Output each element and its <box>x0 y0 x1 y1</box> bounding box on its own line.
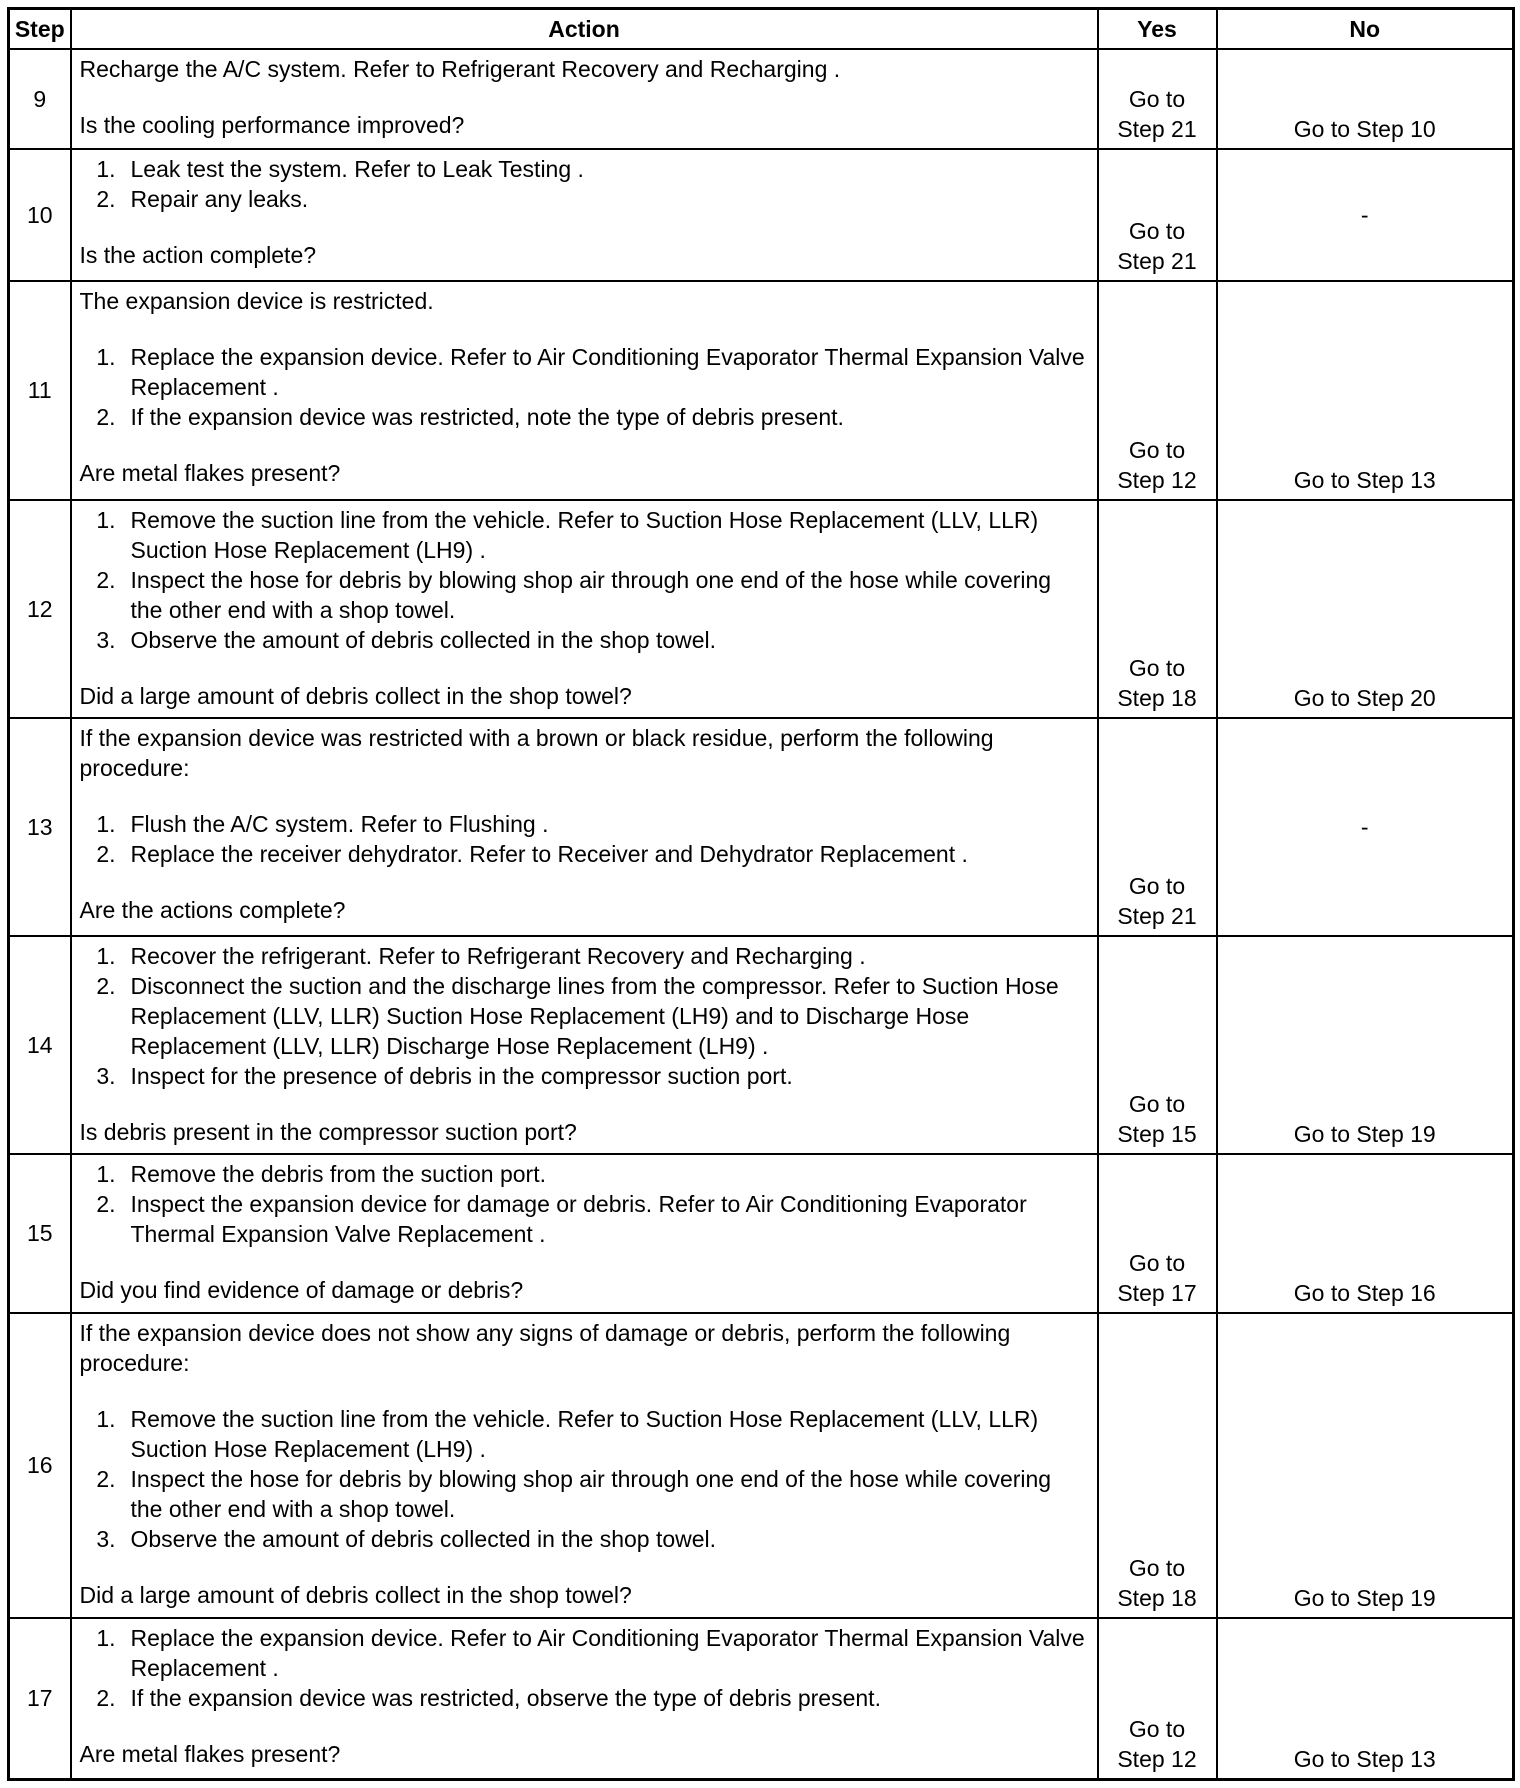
action-step-number: 3. <box>96 1062 116 1089</box>
table-row <box>9 49 1514 149</box>
action-steps-list <box>80 1623 1087 1713</box>
yes-cell <box>1098 49 1217 149</box>
action-cell <box>71 281 1098 499</box>
spacer <box>80 316 1087 342</box>
spacer <box>80 84 1087 110</box>
action-step-number: 1. <box>96 344 116 371</box>
action-step-text: Observe the amount of debris collected in the shop towel. <box>130 1525 717 1552</box>
yes-destination: Go to <box>1128 1249 1186 1276</box>
step-number: 11 <box>9 281 71 499</box>
yes-destination: Go to <box>1128 872 1186 899</box>
step-number: 16 <box>9 1313 71 1618</box>
action-step-text: Remove the suction line from the vehicle. Refer to Suction Hose Replacement (LLV, LLR) Suction Hose Replacement (LH9) . <box>130 506 1039 563</box>
action-step-text: Recover the refrigerant. Refer to Refrigerant Recovery and Recharging . <box>130 942 866 969</box>
yes-cell <box>1098 149 1217 281</box>
action-cell <box>71 1618 1098 1780</box>
yes-cell <box>1098 281 1217 499</box>
yes-destination: Step 18 <box>1117 684 1197 711</box>
action-intro: If the expansion device does not show any signs of damage or debris, perform the following procedure: <box>79 1319 1011 1376</box>
action-step-number: 2. <box>96 1684 116 1711</box>
yes-destination: Go to <box>1128 436 1186 463</box>
action-step-number: 3. <box>96 1525 116 1552</box>
yes-destination: Go to <box>1128 1716 1186 1742</box>
action-step-number: 1. <box>96 1405 116 1432</box>
yes-destination: Step 21 <box>1117 116 1197 142</box>
action-step-text: Replace the expansion device. Refer to Air Conditioning Evaporator Thermal Expansion Valve Replacement . <box>130 344 1085 401</box>
action-step-text: Remove the debris from the suction port. <box>130 1161 546 1188</box>
action-step <box>80 1061 1087 1091</box>
no-destination: Go to Step 19 <box>1217 936 1514 1154</box>
action-step <box>80 1159 1087 1189</box>
action-step-number: 2. <box>96 186 116 212</box>
action-cell <box>71 49 1098 149</box>
action-step <box>80 154 1087 184</box>
no-destination: Go to Step 10 <box>1217 49 1514 149</box>
no-destination: Go to Step 16 <box>1217 1154 1514 1313</box>
yes-destination: Go to <box>1128 654 1186 681</box>
step-number: 12 <box>9 500 71 718</box>
action-step <box>80 184 1087 214</box>
action-steps-list <box>80 941 1087 1091</box>
action-step-text: If the expansion device was restricted, observe the type of debris present. <box>130 1684 881 1711</box>
action-step-number: 1. <box>96 810 116 837</box>
step-number: 15 <box>9 1154 71 1313</box>
yes-destination: Go to <box>1128 1554 1186 1581</box>
step-number: 9 <box>9 49 71 149</box>
action-step-number: 1. <box>96 506 116 533</box>
yes-cell <box>1098 718 1217 936</box>
action-step <box>80 342 1087 402</box>
action-step <box>80 809 1087 839</box>
step-number: 13 <box>9 718 71 936</box>
table-row <box>9 149 1514 281</box>
action-step <box>80 971 1087 1061</box>
diagnostic-table <box>7 7 1515 1781</box>
action-step <box>80 839 1087 869</box>
action-step-text: Inspect the expansion device for damage or debris. Refer to Air Conditioning Evaporator Thermal Expansion Valve Replacement . <box>130 1191 1027 1248</box>
table-row <box>9 936 1514 1154</box>
yes-cell <box>1098 500 1217 718</box>
spacer <box>80 1249 1087 1275</box>
header-row <box>9 9 1514 50</box>
action-cell <box>71 936 1098 1154</box>
action-step-number: 2. <box>96 404 116 431</box>
yes-destination: Step 21 <box>1117 902 1197 929</box>
header-step: Step <box>9 9 71 50</box>
action-cell <box>71 500 1098 718</box>
action-cell <box>71 1154 1098 1313</box>
action-step-text: Remove the suction line from the vehicle. Refer to Suction Hose Replacement (LLV, LLR) Suction Hose Replacement (LH9) . <box>130 1405 1039 1462</box>
yes-destination: Step 12 <box>1117 466 1197 493</box>
action-steps-list <box>80 505 1087 655</box>
action-step-number: 2. <box>96 972 116 999</box>
action-intro: Recharge the A/C system. Refer to Refrigerant Recovery and Recharging . <box>79 56 841 82</box>
no-destination: Go to Step 19 <box>1217 1313 1514 1618</box>
action-step-text: Inspect for the presence of debris in the compressor suction port. <box>130 1062 793 1089</box>
action-question: Is the action complete? <box>79 242 317 268</box>
action-step <box>80 1623 1087 1683</box>
spacer <box>80 1713 1087 1739</box>
action-steps-list <box>80 154 1087 214</box>
action-intro: If the expansion device was restricted with a brown or black residue, perform the following procedure: <box>79 724 994 781</box>
spacer <box>80 1378 1087 1404</box>
header-no: No <box>1217 9 1514 50</box>
action-cell <box>71 1313 1098 1618</box>
action-step-text: Leak test the system. Refer to Leak Testing . <box>130 156 584 182</box>
step-number: 14 <box>9 936 71 1154</box>
action-intro: The expansion device is restricted. <box>79 288 434 315</box>
action-step-text: Replace the expansion device. Refer to Air Conditioning Evaporator Thermal Expansion Valve Replacement . <box>130 1624 1085 1681</box>
yes-destination: Step 18 <box>1117 1584 1197 1611</box>
action-step-text: If the expansion device was restricted, note the type of debris present. <box>130 404 844 431</box>
action-step <box>80 1189 1087 1249</box>
action-step-text: Inspect the hose for debris by blowing shop air through one end of the hose while covering the other end with a shop towel. <box>130 566 1052 623</box>
action-step <box>80 941 1087 971</box>
action-step-number: 1. <box>96 942 116 969</box>
action-step-number: 2. <box>96 1465 116 1492</box>
spacer <box>80 1554 1087 1580</box>
yes-destination: Step 17 <box>1117 1279 1197 1306</box>
spacer <box>80 869 1087 895</box>
action-question: Are the actions complete? <box>79 896 346 923</box>
action-steps-list <box>80 809 1087 869</box>
yes-destination: Go to <box>1128 218 1186 245</box>
yes-cell <box>1098 1618 1217 1780</box>
action-step-number: 1. <box>96 156 116 182</box>
action-step-number: 2. <box>96 566 116 593</box>
action-step-number: 1. <box>96 1624 116 1651</box>
table-row <box>9 1618 1514 1780</box>
no-destination: Go to Step 13 <box>1217 1618 1514 1780</box>
action-step <box>80 1464 1087 1524</box>
spacer <box>80 214 1087 240</box>
action-steps-list <box>80 342 1087 432</box>
action-step <box>80 1524 1087 1554</box>
action-question: Did a large amount of debris collect in the shop towel? <box>79 682 632 709</box>
action-step <box>80 505 1087 565</box>
step-number: 10 <box>9 149 71 281</box>
spacer <box>80 655 1087 681</box>
header-action: Action <box>71 9 1098 50</box>
action-step-text: Inspect the hose for debris by blowing shop air through one end of the hose while covering the other end with a shop towel. <box>130 1465 1052 1522</box>
action-step-text: Repair any leaks. <box>130 186 309 212</box>
action-step-text: Disconnect the suction and the discharge lines from the compressor. Refer to Suction Hose Replacement (LLV, LLR) Suction Hose Replacement (LH9) and to Discharge Hose Replacement (LLV, LLR) Discharge Hose Replacement (LH9) . <box>130 972 1059 1059</box>
action-step <box>80 1404 1087 1464</box>
table-row <box>9 281 1514 499</box>
action-question: Did you find evidence of damage or debris? <box>79 1277 524 1304</box>
action-step-number: 2. <box>96 840 116 867</box>
spacer <box>80 432 1087 458</box>
action-step-text: Flush the A/C system. Refer to Flushing . <box>130 810 549 837</box>
no-destination: - <box>1217 149 1514 281</box>
step-number: 17 <box>9 1618 71 1780</box>
yes-destination: Step 21 <box>1117 248 1197 275</box>
table-row <box>9 1154 1514 1313</box>
action-step-number: 3. <box>96 626 116 653</box>
action-question: Is the cooling performance improved? <box>79 112 465 138</box>
action-question: Is debris present in the compressor suction port? <box>79 1118 577 1145</box>
action-steps-list <box>80 1404 1087 1554</box>
action-step <box>80 402 1087 432</box>
spacer <box>80 783 1087 809</box>
action-step <box>80 625 1087 655</box>
action-steps-list <box>80 1159 1087 1249</box>
table-row <box>9 1313 1514 1618</box>
action-step-number: 2. <box>96 1191 116 1218</box>
action-cell <box>71 718 1098 936</box>
no-destination: Go to Step 13 <box>1217 281 1514 499</box>
action-step <box>80 565 1087 625</box>
action-step-text: Replace the receiver dehydrator. Refer to Receiver and Dehydrator Replacement . <box>130 840 968 867</box>
yes-destination: Go to <box>1128 1091 1186 1118</box>
table-row <box>9 718 1514 936</box>
yes-destination: Step 12 <box>1117 1746 1197 1772</box>
table-row <box>9 500 1514 718</box>
action-step-number: 1. <box>96 1161 116 1188</box>
no-destination: Go to Step 20 <box>1217 500 1514 718</box>
spacer <box>80 1091 1087 1117</box>
action-step <box>80 1683 1087 1713</box>
action-step-text: Observe the amount of debris collected in the shop towel. <box>130 626 717 653</box>
yes-cell <box>1098 1154 1217 1313</box>
action-question: Are metal flakes present? <box>79 460 341 487</box>
yes-cell <box>1098 1313 1217 1618</box>
yes-cell <box>1098 936 1217 1154</box>
action-question: Are metal flakes present? <box>79 1740 341 1767</box>
action-question: Did a large amount of debris collect in the shop towel? <box>79 1581 632 1608</box>
yes-destination: Step 15 <box>1117 1121 1197 1148</box>
no-destination: - <box>1217 718 1514 936</box>
action-cell <box>71 149 1098 281</box>
header-yes: Yes <box>1098 9 1217 50</box>
yes-destination: Go to <box>1128 86 1186 112</box>
